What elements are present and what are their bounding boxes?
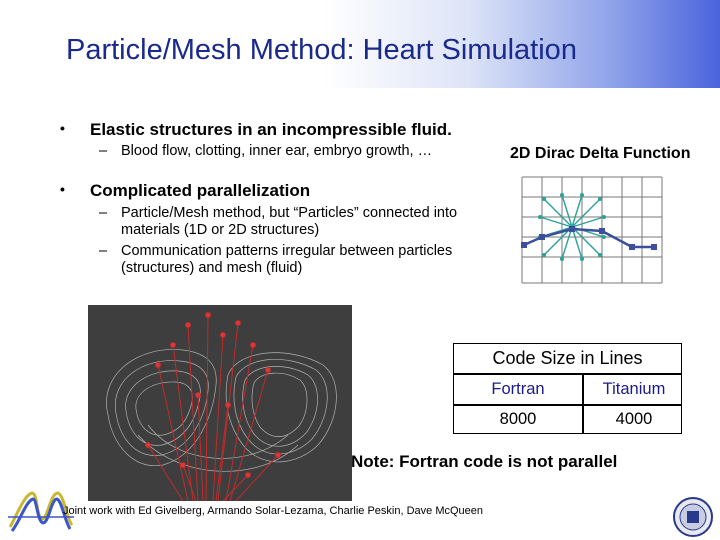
slide-title: Particle/Mesh Method: Heart Simulation (66, 34, 577, 66)
heart-simulation-image (88, 305, 352, 501)
bullet-2-sub-1: – Particle/Mesh method, but “Particles” connected into materials (1D or 2D structures) (99, 205, 458, 238)
heart-simulation-drawing (88, 305, 352, 501)
bullet-2-text: Complicated parallelization (90, 181, 311, 200)
value-fortran: 8000 (499, 410, 537, 428)
bullet-1-text: Elastic structures in an incompressible fluid. (90, 120, 452, 139)
header-fortran: Fortran (491, 380, 545, 398)
credit-text: Joint work with Ed Givelberg, Armando Solar-Lezama, Charlie Peskin, Dave McQueen (63, 505, 484, 517)
table-divider (454, 373, 681, 375)
delta-function-label: 2D Dirac Delta Function (510, 145, 691, 162)
code-size-table (453, 343, 682, 434)
bullet-2 (60, 181, 311, 201)
university-seal-icon (672, 496, 714, 538)
header-titanium: Titanium (602, 380, 666, 398)
bullet-marker: • (60, 181, 65, 197)
dirac-delta-diagram (520, 175, 665, 287)
bullet-2-sub-2: – Communication patterns irregular between particles (structures) and mesh (fluid) (99, 243, 453, 276)
value-titanium: 4000 (615, 410, 653, 428)
code-size-title: Code Size in Lines (492, 348, 643, 368)
table-divider (454, 404, 681, 406)
bullet-1 (60, 120, 452, 140)
note-text: Note: Fortran code is not parallel (351, 452, 618, 471)
bullet-marker: • (60, 120, 65, 136)
bullet-1-sub-1: – Blood flow, clotting, inner ear, embryo growth, … (99, 143, 433, 159)
